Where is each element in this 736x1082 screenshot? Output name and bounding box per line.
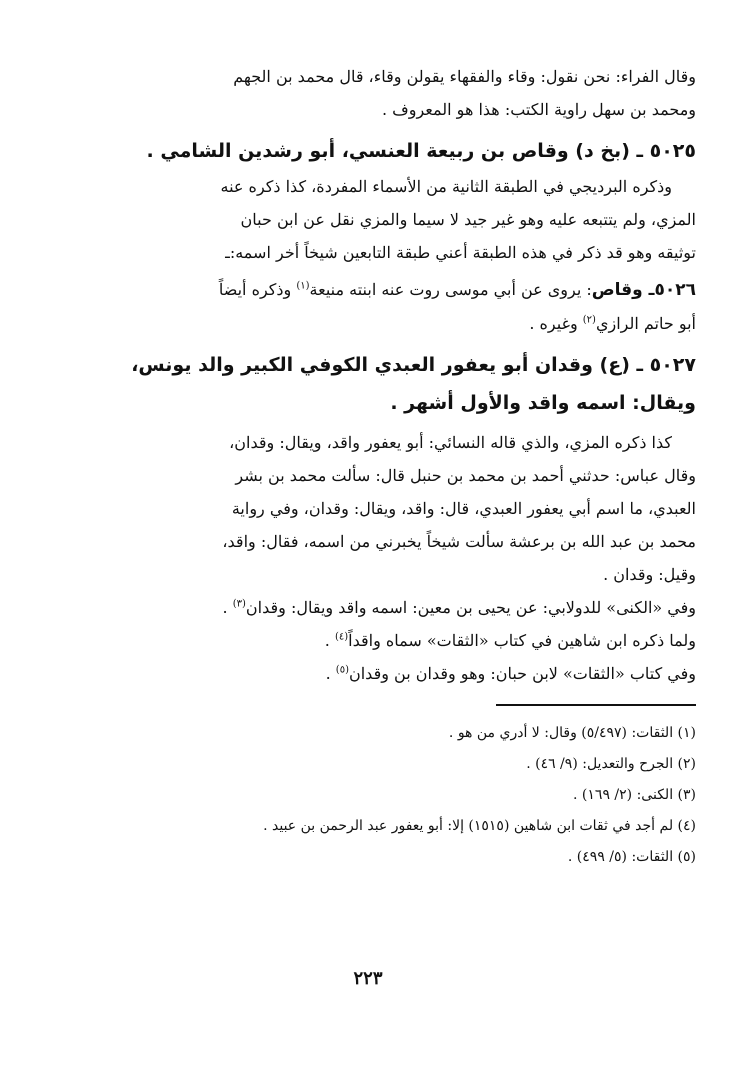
text-line: وقال عباس: حدثني أحمد بن محمد بن حنبل قال: سألت محمد بن بشر <box>235 466 696 485</box>
text-run: أبو حاتم الرازي <box>595 314 696 333</box>
text-run: . <box>222 598 233 617</box>
text-line: كذا ذكره المزي، والذي قاله النسائي: أبو يعفور واقد، ويقال: وقدان، <box>229 433 672 452</box>
footnote-ref[interactable]: (٤) <box>334 631 349 643</box>
text-line: وذكره البرديجي في الطبقة الثانية من الأسماء المفردة، كذا ذكره عنه <box>220 177 672 196</box>
footnote-ref[interactable]: (١) <box>296 280 310 292</box>
text-run: وفي كتاب «الثقات» لابن حبان: وهو وقدان بن وقدان <box>348 664 696 683</box>
text-line: محمد بن عبد الله بن برعشة سألت شيخاً يخبرني من اسمه، فقال: واقد، <box>222 532 696 551</box>
footnote-5: (٥) الثقات: (٥/ ٤٩٩) . <box>567 849 696 865</box>
text-run: . <box>325 664 336 683</box>
page-body <box>84 60 696 873</box>
footnote-1: (١) الثقات: (٥/٤٩٧) وقال: لا أدري من هو . <box>448 725 696 741</box>
footnote-3: (٣) الكنى: (٢/ ١٦٩) . <box>573 787 696 803</box>
text-line: العبدي، ما اسم أبي يعفور العبدي، قال: واقد، ويقال: وقدان، وفي رواية <box>231 499 696 518</box>
text-run: ولما ذكره ابن شاهين في كتاب «الثقات» سماه واقداً <box>348 631 696 650</box>
entry-heading-5025: ٥٠٢٥ ـ (بخ د) وقاص بن ربيعة العنسي، أبو رشدين الشامي . <box>146 140 696 162</box>
entry-heading-5027 <box>84 346 696 422</box>
footnote-ref[interactable]: (٢) <box>582 314 596 326</box>
footnote-ref[interactable]: (٣) <box>232 598 246 610</box>
entry-5026 <box>84 273 696 340</box>
paragraph-dulabi <box>84 591 696 624</box>
footnote-4: (٤) لم أجد في ثقات ابن شاهين (١٥١٥) إلا: أبو يعفور عبد الرحمن بن عبيد . <box>263 818 696 834</box>
paragraph-farra-quote <box>84 60 696 126</box>
footnotes <box>84 718 696 873</box>
text-line: توثيقه وهو قد ذكر في هذه الطبقة أعني طبقة التابعين شيخاً أخر اسمه:ـ <box>225 243 696 262</box>
text-line: ومحمد بن سهل راوية الكتب: هذا هو المعروف . <box>381 100 696 119</box>
heading-line: ٥٠٢٧ ـ (ع) وقدان أبو يعفور العبدي الكوفي الكبير والد يونس، <box>131 354 696 376</box>
footnote-2: (٢) الجرح والتعديل: (٩/ ٤٦) . <box>526 756 696 772</box>
text-run: وفي «الكنى» للدولابي: عن يحيى بن معين: اسمه واقد ويقال: وقدان <box>245 598 696 617</box>
paragraph-ibn-hibban <box>84 657 696 690</box>
paragraph-bardiji <box>84 170 696 269</box>
text-line: المزي، ولم يتتبعه عليه وهو غير جيد لا سيما والمزي نقل عن ابن حبان <box>240 210 696 229</box>
text-line: وقيل: وقدان . <box>603 565 696 584</box>
text-run: . <box>324 631 335 650</box>
paragraph-nasai <box>84 426 696 591</box>
paragraph-ibn-shahin <box>84 624 696 657</box>
heading-line: ويقال: اسمه واقد والأول أشهر . <box>390 392 696 414</box>
footnote-ref[interactable]: (٥) <box>335 664 349 676</box>
text-run: : يروى عن أبي موسى روت عنه ابنته منيعة <box>309 280 592 299</box>
footnote-separator <box>496 704 696 706</box>
text-line: وقال الفراء: نحن نقول: وقاء والفقهاء يقولن وقاء، قال محمد بن الجهم <box>233 67 696 86</box>
text-run: وغيره . <box>529 314 583 333</box>
page-number: ٢٢٣ <box>353 968 383 989</box>
entry-number-label: ٥٠٢٦ـ وقاص <box>591 280 696 300</box>
text-run: وذكره أيضاً <box>218 280 297 299</box>
